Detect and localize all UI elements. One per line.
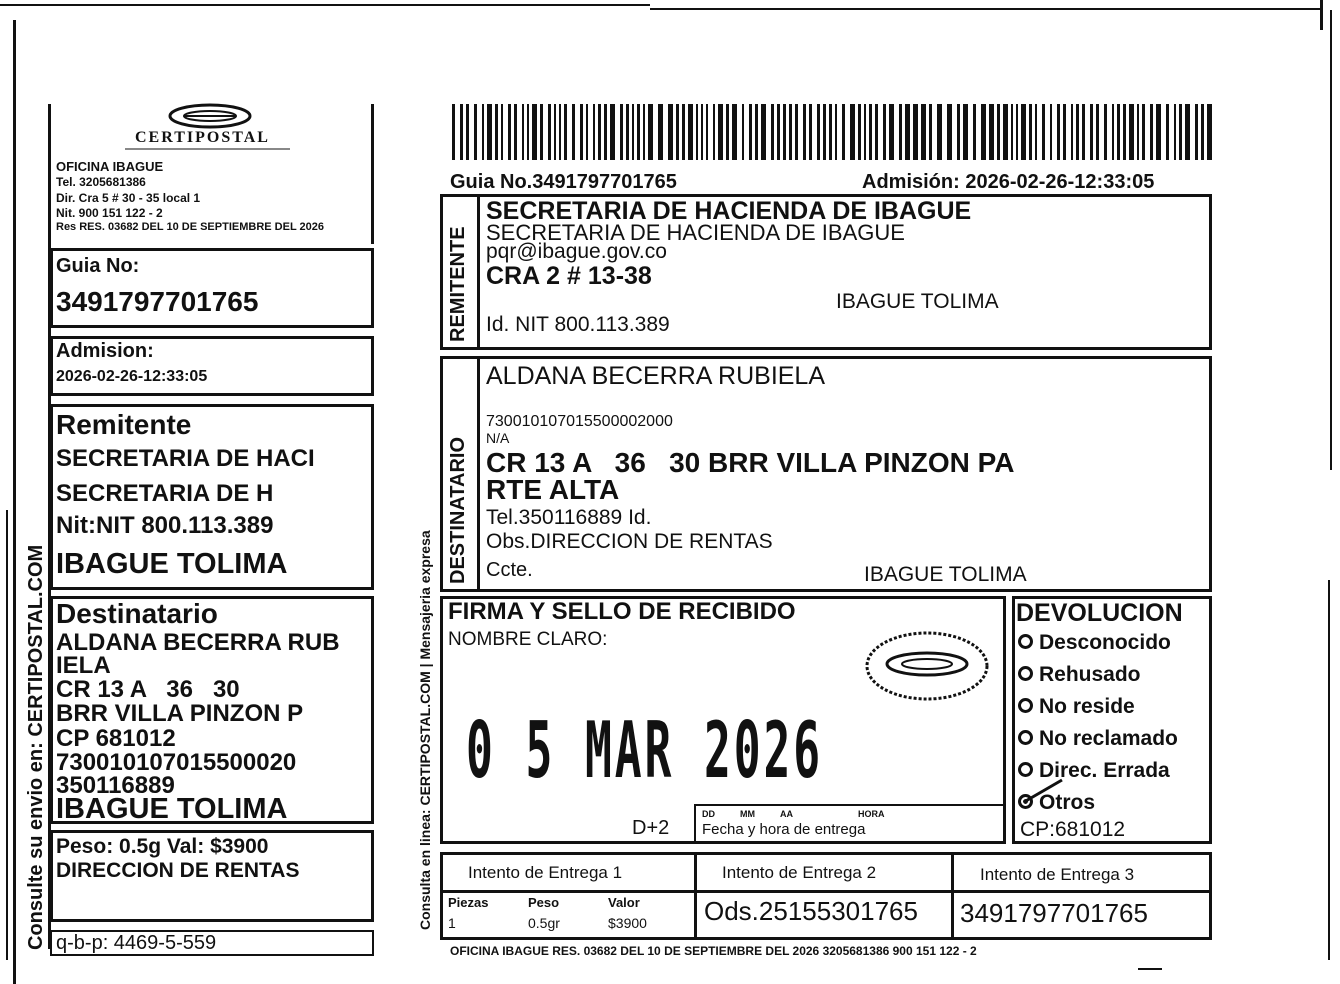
devolucion-option-no-reclamado[interactable] bbox=[1018, 728, 1178, 749]
obs-line-left: DIRECCION DE RENTAS bbox=[56, 859, 300, 882]
footer-dash bbox=[1138, 968, 1162, 970]
intento-2: Intento de Entrega 2 bbox=[722, 863, 877, 882]
remitente-divider bbox=[477, 194, 480, 350]
ods-value: Ods.25155301765 bbox=[704, 896, 918, 926]
top-border-line-right bbox=[650, 8, 1322, 10]
piezas-value: 1 bbox=[448, 915, 456, 931]
destinatario-vertical-label: DESTINATARIO bbox=[447, 436, 469, 584]
radio-icon bbox=[1018, 634, 1033, 649]
left-border-line bbox=[13, 20, 16, 984]
office-nit: Nit. 900 151 122 - 2 bbox=[56, 206, 163, 220]
devolucion-cp: CP:681012 bbox=[1020, 818, 1126, 841]
devolucion-option-rehusado[interactable] bbox=[1018, 664, 1141, 685]
remitente-line-4: IBAGUE TOLIMA bbox=[56, 548, 288, 580]
guia-value: 3491797701765 bbox=[56, 286, 259, 317]
devolucion-title: DEVOLUCION bbox=[1016, 599, 1183, 627]
peso-value: 0.5gr bbox=[528, 915, 560, 931]
d-plus-2: D+2 bbox=[632, 817, 670, 839]
remitente-line2: SECRETARIA DE HACIENDA DE IBAGUE bbox=[486, 220, 905, 245]
devolucion-option-no-reside[interactable] bbox=[1018, 696, 1135, 717]
intento-3: Intento de Entrega 3 bbox=[980, 865, 1135, 884]
remitente-line-3: Nit:NIT 800.113.389 bbox=[56, 512, 274, 539]
intentos-col-divider-1 bbox=[694, 852, 697, 940]
intentos-col-divider-2 bbox=[951, 852, 954, 940]
radio-icon bbox=[1018, 698, 1033, 713]
destinatario-code: 730010107015500002000 bbox=[486, 413, 673, 430]
guia-bottom-value: 3491797701765 bbox=[960, 898, 1148, 928]
nombre-claro: NOMBRE CLARO: bbox=[448, 629, 608, 650]
devolucion-option-label: No reside bbox=[1039, 695, 1135, 718]
devolucion-option-label: No reclamado bbox=[1039, 727, 1178, 750]
side-text-middle: Consulta en linea: CERTIPOSTAL.COM | Mensajeria expresa bbox=[417, 530, 433, 930]
intentos-row-divider bbox=[440, 890, 1212, 893]
devolucion-option-label: Rehusado bbox=[1039, 663, 1141, 686]
destinatario-line-4: BRR VILLA PINZON P bbox=[56, 700, 304, 727]
peso-line: Peso: 0.5g Val: $3900 bbox=[56, 835, 269, 858]
devolucion-option-label: Direc. Errada bbox=[1039, 759, 1170, 782]
destinatario-line-5: CP 681012 bbox=[56, 725, 176, 752]
remitente-address: CRA 2 # 13-38 bbox=[486, 262, 652, 290]
devolucion-option-label: Otros bbox=[1039, 791, 1096, 814]
destinatario-ccte: Ccte. bbox=[486, 559, 533, 581]
fecha-hora: HORA bbox=[858, 809, 885, 819]
check-mark-icon bbox=[1020, 776, 1070, 806]
destinatario-line-2: IELA bbox=[56, 652, 111, 679]
destinatario-address2: RTE ALTA bbox=[486, 474, 620, 505]
destinatario-line-3: CR 13 A 36 30 bbox=[56, 676, 240, 703]
barcode bbox=[452, 104, 1212, 160]
destinatario-obs: Obs.DIRECCION DE RENTAS bbox=[486, 530, 773, 553]
remitente-id: Id. NIT 800.113.389 bbox=[486, 313, 670, 336]
valor-header: Valor bbox=[608, 895, 640, 910]
remitente-line-1: SECRETARIA DE HACI bbox=[56, 445, 315, 472]
destinatario-title-left: Destinatario bbox=[56, 598, 218, 629]
firma-title: FIRMA Y SELLO DE RECIBIDO bbox=[448, 598, 796, 625]
devolucion-option-desconocido[interactable] bbox=[1018, 632, 1171, 653]
intento-1: Intento de Entrega 1 bbox=[468, 863, 623, 882]
office-tel: Tel. 3205681386 bbox=[56, 175, 146, 189]
destinatario-name: ALDANA BECERRA RUBIELA bbox=[486, 362, 826, 390]
destinatario-line-1: ALDANA BECERRA RUB bbox=[56, 629, 340, 656]
remitente-line-2: SECRETARIA DE H bbox=[56, 480, 274, 507]
destinatario-line-8: IBAGUE TOLIMA bbox=[56, 793, 288, 825]
radio-icon bbox=[1018, 666, 1033, 681]
right-margin-line-lower bbox=[1328, 580, 1330, 960]
remitente-title-left: Remitente bbox=[56, 409, 192, 440]
admision-label: Admision: bbox=[56, 340, 154, 362]
admision-value: 2026-02-26-12:33:05 bbox=[56, 368, 208, 385]
right-border-line bbox=[1320, 0, 1323, 30]
destinatario-line-7: 350116889 bbox=[56, 772, 175, 799]
radio-icon bbox=[1018, 762, 1033, 777]
office-dir: Dir. Cra 5 # 30 - 35 local 1 bbox=[56, 191, 201, 205]
radio-icon bbox=[1018, 730, 1033, 745]
destinatario-city: IBAGUE TOLIMA bbox=[864, 563, 1027, 586]
certipostal-logo bbox=[115, 100, 295, 156]
fecha-dd: DD bbox=[702, 809, 715, 819]
destinatario-tel: Tel.350116889 Id. bbox=[486, 506, 652, 529]
destinatario-address1: CR 13 A 36 30 BRR VILLA PINZON PA bbox=[486, 447, 1015, 478]
right-margin-line bbox=[1330, 10, 1332, 470]
header-admision: Admisión: 2026-02-26-12:33:05 bbox=[862, 171, 1155, 193]
destinatario-line-6: 730010107015500020 bbox=[56, 749, 297, 776]
header-guia: Guia No.3491797701765 bbox=[450, 171, 677, 193]
office-name: OFICINA IBAGUE bbox=[56, 159, 164, 174]
fecha-mm: MM bbox=[740, 809, 755, 819]
stamp-date: 0 5 MAR 2026 bbox=[466, 704, 824, 796]
side-text-left: Consulte su envio en: CERTIPOSTAL.COM bbox=[25, 544, 47, 950]
fecha-label: Fecha y hora de entrega bbox=[702, 821, 866, 838]
guia-label: Guia No: bbox=[56, 255, 140, 277]
qbp-text: q-b-p: 4469-5-559 bbox=[56, 932, 217, 954]
top-border-line bbox=[0, 4, 650, 6]
logo-text: CERTIPOSTAL bbox=[135, 129, 270, 146]
piezas-header: Piezas bbox=[448, 895, 489, 910]
remitente-email: pqr@ibague.gov.co bbox=[486, 240, 667, 263]
destinatario-divider bbox=[477, 356, 480, 592]
valor-value: $3900 bbox=[608, 915, 647, 931]
remitente-vertical-label: REMITENTE bbox=[447, 226, 469, 342]
fecha-aa: AA bbox=[780, 809, 793, 819]
peso-header: Peso bbox=[528, 895, 560, 910]
office-res: Res RES. 03682 DEL 10 DE SEPTIEMBRE DEL 2026 bbox=[56, 222, 324, 233]
stamp-seal bbox=[862, 628, 992, 704]
devolucion-option-label: Desconocido bbox=[1039, 631, 1171, 654]
left-margin-line bbox=[6, 510, 8, 960]
destinatario-na: N/A bbox=[486, 430, 510, 446]
footer-text: OFICINA IBAGUE RES. 03682 DEL 10 DE SEPTIEMBRE DEL 2026 3205681386 900 151 122 - 2 bbox=[450, 944, 977, 958]
remitente-line1: SECRETARIA DE HACIENDA DE IBAGUE bbox=[486, 197, 972, 225]
remitente-city: IBAGUE TOLIMA bbox=[836, 290, 999, 313]
